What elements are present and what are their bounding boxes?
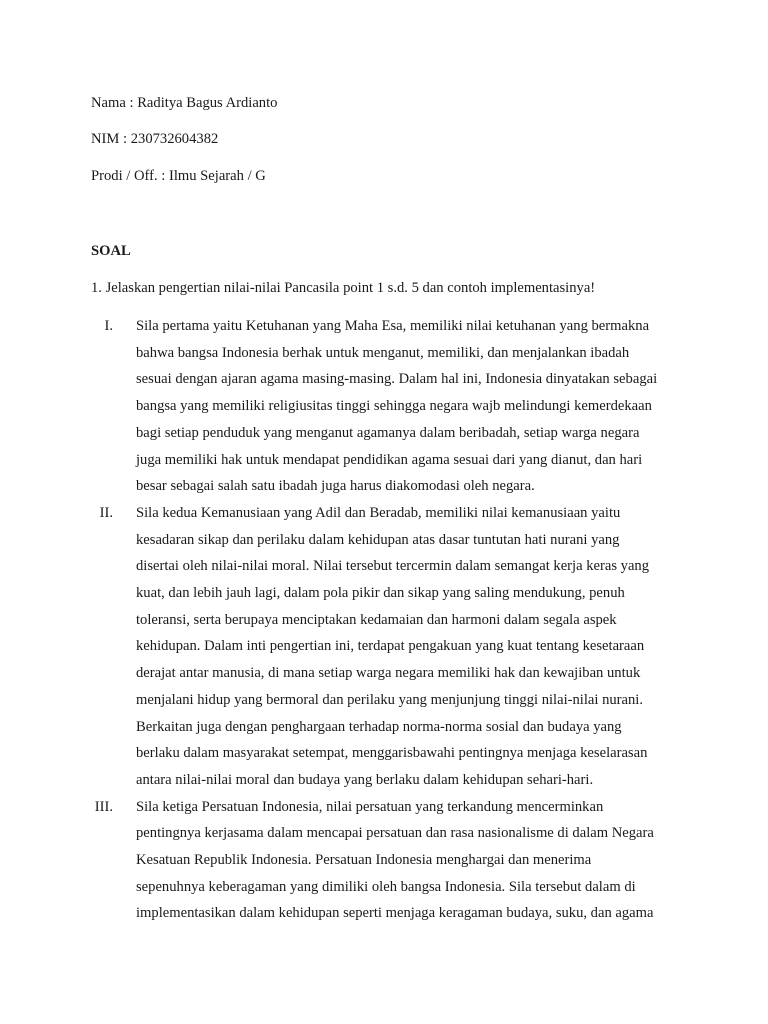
student-name: Nama : Raditya Bagus Ardianto xyxy=(91,95,278,111)
text-line: derajat antar manusia, di mana setiap warga negara memiliki hak dan kewajiban untuk xyxy=(136,665,641,682)
list-numeral: I. xyxy=(104,318,113,334)
text-line: pentingnya kerjasama dalam mencapai persatuan dan rasa nasionalisme di dalam Negara xyxy=(136,825,654,842)
text-line: Berkaitan juga dengan penghargaan terhadap norma-norma sosial dan budaya yang xyxy=(136,718,622,735)
list-item xyxy=(0,794,768,928)
list-item xyxy=(0,313,768,500)
list-item xyxy=(0,500,768,794)
text-line: besar sebagai salah satu ibadah juga harus diakomodasi oleh negara. xyxy=(136,478,535,495)
text-line: antara nilai-nilai moral dan budaya yang berlaku dalam kehidupan sehari-hari. xyxy=(136,771,594,788)
list-item-text xyxy=(136,500,676,794)
text-line: toleransi, serta berupaya menciptakan kedamaian dan harmoni dalam segala aspek xyxy=(136,611,617,628)
question-text: 1. Jelaskan pengertian nilai-nilai Pancasila point 1 s.d. 5 dan contoh implementasinya! xyxy=(91,280,596,296)
text-line: kesadaran sikap dan perilaku dalam kehidupan atas dasar tuntutan hati nurani yang xyxy=(136,531,620,548)
text-line: berlaku dalam masyarakat setempat, menggarisbawahi pentingnya menjaga keselarasan xyxy=(136,745,648,762)
text-line: juga memiliki hak untuk mendapat pendidikan agama sesuai dari yang dianut, dan hari xyxy=(136,451,643,468)
text-line: implementasikan dalam kehidupan seperti menjaga keragaman budaya, suku, dan agama xyxy=(136,905,654,922)
text-line: kehidupan. Dalam inti pengertian ini, terdapat pengakuan yang kuat tentang kesetaraan xyxy=(136,638,645,655)
student-nim: NIM : 230732604382 xyxy=(91,131,219,147)
section-title: SOAL xyxy=(91,243,131,259)
text-line: bangsa yang memiliki religiusitas tinggi sehingga negara wajb melindungi kemerdekaan xyxy=(136,398,652,415)
text-line: Sila ketiga Persatuan Indonesia, nilai persatuan yang terkandung mencerminkan xyxy=(136,798,604,815)
text-line: kuat, dan lebih jauh lagi, dalam pola pikir dan sikap yang saling mendukung, penuh xyxy=(136,585,625,602)
text-line: Sila kedua Kemanusiaan yang Adil dan Beradab, memiliki nilai kemanusiaan yaitu xyxy=(136,504,621,521)
list-item-text xyxy=(136,313,676,500)
text-line: sesuai dengan ajaran agama masing-masing. Dalam hal ini, Indonesia dinyatakan sebagai xyxy=(136,371,658,388)
text-line: bagi setiap penduduk yang menganut agamanya dalam beribadah, setiap warga negara xyxy=(136,424,640,441)
list-numeral: II. xyxy=(99,504,113,521)
list-numeral: III. xyxy=(94,798,113,815)
answer-list xyxy=(0,313,768,927)
text-line: bahwa bangsa Indonesia berhak untuk menganut, memiliki, dan menjalankan ibadah xyxy=(136,344,630,361)
text-line: Kesatuan Republik Indonesia. Persatuan Indonesia menghargai dan menerima xyxy=(136,852,592,869)
text-line: Sila pertama yaitu Ketuhanan yang Maha Esa, memiliki nilai ketuhanan yang bermakna xyxy=(136,318,650,334)
text-line: menjalani hidup yang bermoral dan perilaku yang menjunjung tinggi nilai-nilai nurani. xyxy=(136,691,644,708)
list-item-text xyxy=(136,794,676,928)
text-line: sepenuhnya keberagaman yang dimiliki oleh bangsa Indonesia. Sila tersebut dalam di xyxy=(136,878,636,895)
study-program: Prodi / Off. : Ilmu Sejarah / G xyxy=(91,168,266,184)
text-line: disertai oleh nilai-nilai moral. Nilai tersebut tercermin dalam semangat kerja keras yang xyxy=(136,558,650,575)
